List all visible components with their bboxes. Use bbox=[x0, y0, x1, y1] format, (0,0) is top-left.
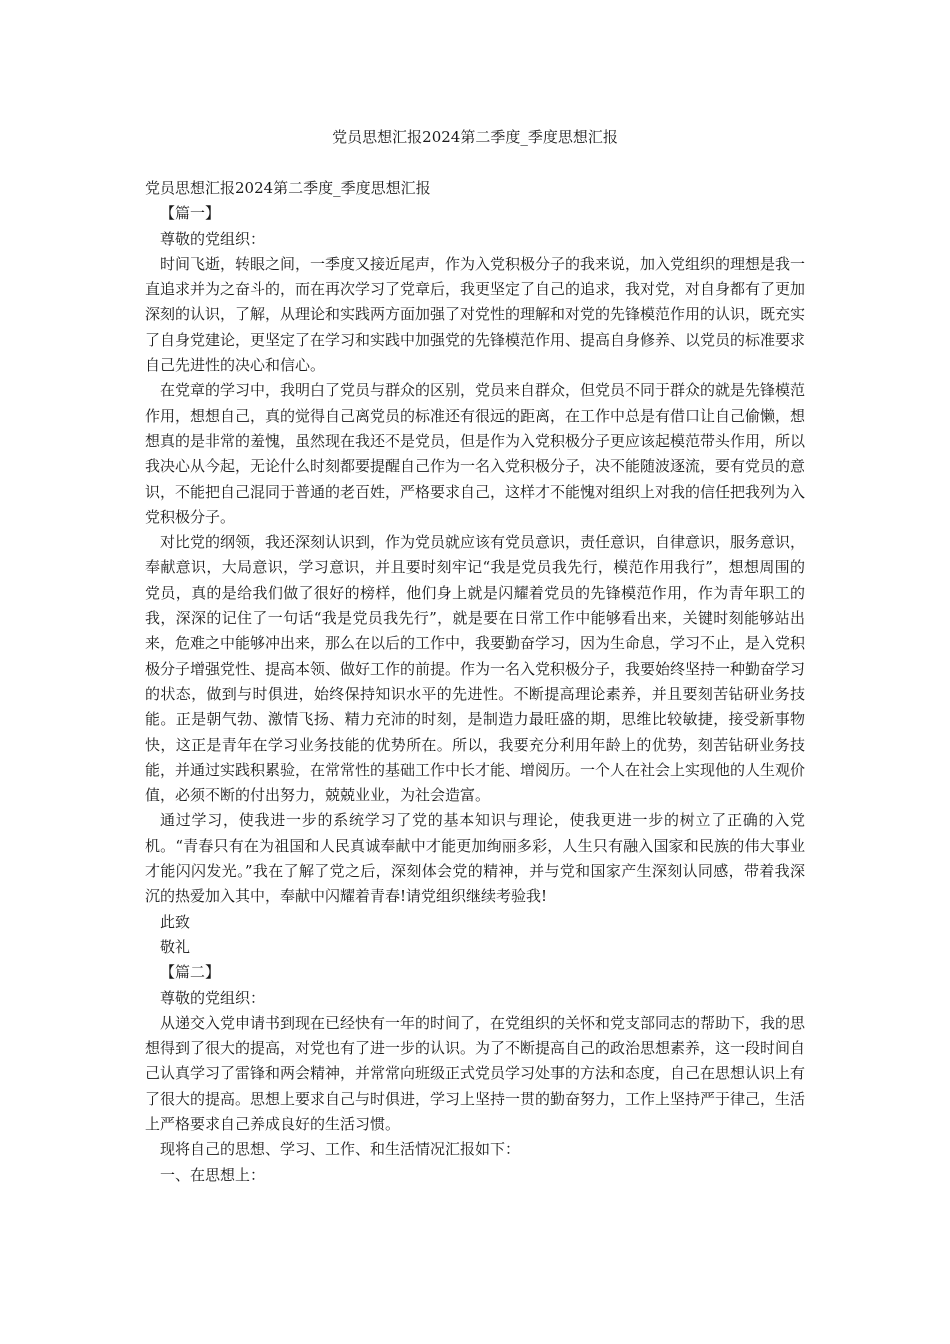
body-paragraph: 现将自己的思想、学习、工作、和生活情况汇报如下： bbox=[160, 1140, 521, 1159]
body-paragraph: 从递交入党申请书到现在已经快有一年的时间了，在党组织的关怀和党支部同志的帮助下，我的思想得到了很大的提高，对党也有了进一步的认识。为了不断提高自己的政治思想素养，这一段时间自己认真学习了雷锋和两会精神，并常常向班级正式党员学习处事的方法和态度，自己在思想认识上有了很大的提高。思想上要求自己与时俱进，学习上坚持一贯的勤奋努力，工作上坚持严于律己，生活上严格要求自己养成良好的生活习惯。 bbox=[145, 1013, 806, 1133]
document-body bbox=[145, 176, 805, 1188]
section-heading-2: 【篇二】 bbox=[160, 963, 221, 982]
salutation-2: 尊敬的党组织： bbox=[160, 988, 266, 1007]
document-title: 党员思想汇报2024第二季度_季度思想汇报 bbox=[332, 128, 618, 146]
section-heading-1: 【篇一】 bbox=[160, 204, 221, 223]
body-paragraph: 对比党的纲领，我还深刻认识到，作为党员就应该有党员意识，责任意识，自律意识，服务意识，奉献意识，大局意识，学习意识，并且要时刻牢记“我是党员我先行，模范作用我行”，想想周围的党员，真的是给我们做了很好的榜样，他们身上就是闪耀着党员的先锋模范作用，作为青年职工的我，深深的记住了一句话“我是党员我先行”，就是要在日常工作中能够看出来，关键时刻能够站出来，危难之中能够冲出来，那么在以后的工作中，我要勤奋学习，因为生命息，学习不止，是入党积极分子增强党性、提高本领、做好工作的前提。作为一名入党积极分子，我要始终坚持一种勤奋学习的状态，做到与时俱进，始终保持知识水平的先进性。不断提高理论素养，并且要刻苦钻研业务技能。正是朝气勃、激情飞扬、精力充沛的时刻，是制造力最旺盛的期，思维比较敏捷，接受新事物快，这正是青年在学习业务技能的优势所在。所以，我要充分利用年龄上的优势，刻苦钻研业务技能，并通过实践积累验，在常常性的基础工作中长才能、增阅历。一个人在社会上实现他的人生观价值，必须不断的付出努力，兢兢业业，为社会造富。 bbox=[145, 533, 806, 805]
document-subtitle: 党员思想汇报2024第二季度_季度思想汇报 bbox=[145, 179, 431, 197]
salutation-1: 尊敬的党组织： bbox=[160, 229, 266, 248]
list-item-heading: 一、在思想上： bbox=[160, 1165, 266, 1184]
body-paragraph: 时间飞逝，转眼之间，一季度又接近尾声，作为入党积极分子的我来说，加入党组织的理想是我一直追求并为之奋斗的，而在再次学习了党章后，我更坚定了自己的追求，我对党，对自身都有了更加深刻的认识，了解，从理论和实践两方面加强了对党性的理解和对党的先锋模范作用的认识，既充实了自身党建论，更坚定了在学习和实践中加强党的先锋模范作用、提高自身修养、以党员的标准要求自己先进性的决心和信心。 bbox=[145, 254, 806, 375]
body-paragraph: 通过学习，使我进一步的系统学习了党的基本知识与理论，使我更进一步的树立了正确的入党机。“青春只有在为祖国和人民真诚奉献中才能更加绚丽多彩，人生只有融入国家和民族的伟大事业才能闪闪发光。”我在了解了党之后，深刻体会党的精神，并与党和国家产生深刻认同感，带着我深沉的热爱加入其中，奉献中闪耀着青春!请党组织继续考验我! bbox=[145, 811, 805, 906]
closing-line: 此致 bbox=[160, 912, 191, 931]
closing-line: 敬礼 bbox=[160, 937, 191, 956]
body-paragraph: 在党章的学习中，我明白了党员与群众的区别，党员来自群众，但党员不同于群众的就是先锋模范作用，想想自己，真的觉得自己离党员的标准还有很远的距离，在工作中总是有借口让自己偷懒，想想真的是非常的羞愧，虽然现在我还不是党员，但是作为入党积极分子更应该起模范带头作用，所以我决心从今起，无论什么时刻都要提醒自己作为一名入党积极分子，决不能随波逐流，要有党员的意识，不能把自己混同于普通的老百姓，严格要求自己，这样才不能愧对组织上对我的信任把我列为入党积极分子。 bbox=[145, 381, 806, 526]
